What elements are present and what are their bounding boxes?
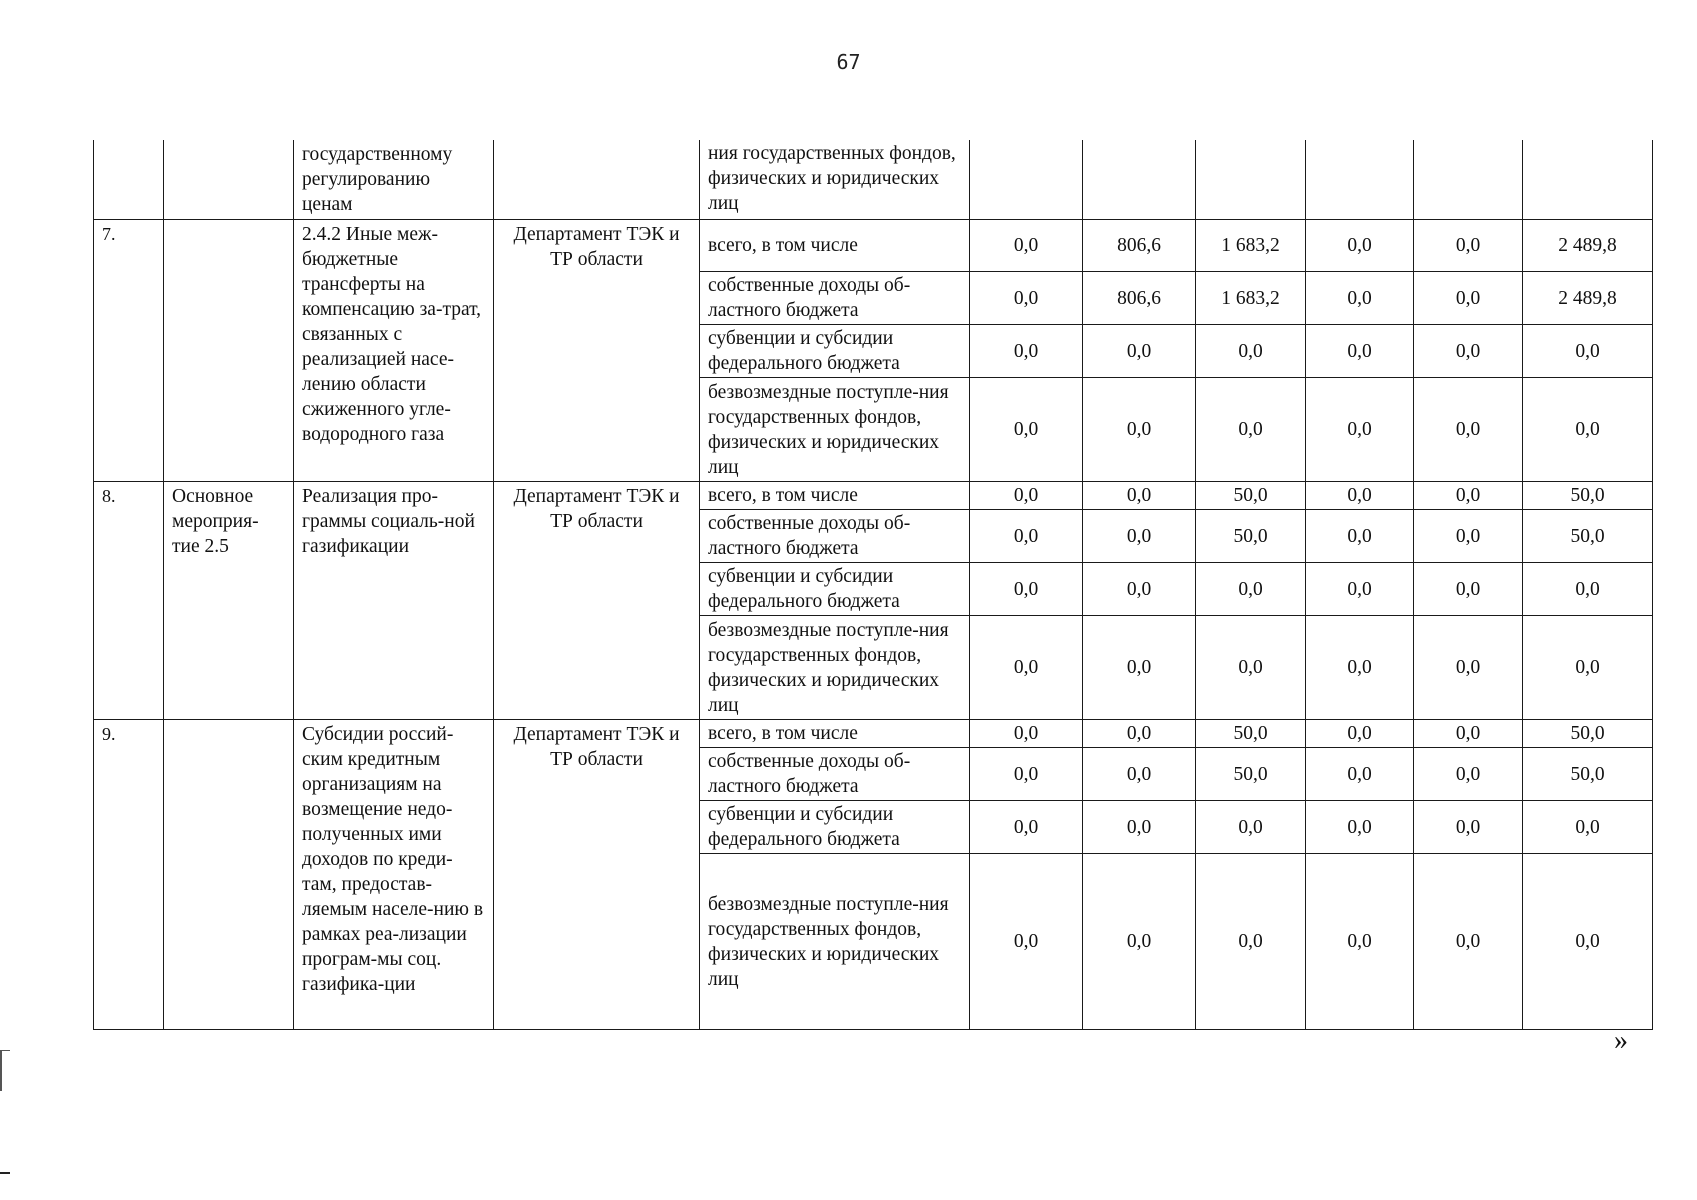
continuation-row	[94, 140, 1653, 220]
value-cell: 0,0	[1083, 510, 1196, 563]
program-row	[94, 720, 1653, 748]
value-cell: 0,0	[1196, 616, 1306, 720]
event-cell	[164, 720, 294, 1030]
value-cell: 0,0	[1083, 616, 1196, 720]
source-cell: всего, в том числе	[700, 482, 970, 510]
value-cell: 0,0	[1083, 720, 1196, 748]
value-cell: 0,0	[1414, 748, 1523, 801]
index-cell	[94, 140, 164, 220]
value-cell: 0,0	[1414, 272, 1523, 325]
value-cell: 0,0	[1523, 563, 1653, 616]
value-cell: 0,0	[1306, 510, 1414, 563]
activity-cell: государственному регулированию ценам	[294, 140, 494, 220]
source-cell: безвозмездные поступле-ния государственных фондов, физических и юридических лиц	[700, 616, 970, 720]
value-cell: 2 489,8	[1523, 272, 1653, 325]
value-cell: 1 683,2	[1196, 272, 1306, 325]
source-cell: собственные доходы об-ластного бюджета	[700, 272, 970, 325]
value-cell	[1306, 140, 1414, 220]
value-cell	[1196, 140, 1306, 220]
value-cell: 50,0	[1196, 510, 1306, 563]
value-cell: 0,0	[1523, 325, 1653, 378]
value-cell: 0,0	[1414, 854, 1523, 1030]
value-cell: 0,0	[1414, 720, 1523, 748]
value-cell: 50,0	[1196, 748, 1306, 801]
value-cell: 0,0	[1523, 378, 1653, 482]
value-cell: 0,0	[1306, 272, 1414, 325]
value-cell: 0,0	[1414, 325, 1523, 378]
value-cell: 0,0	[1083, 748, 1196, 801]
value-cell: 0,0	[1414, 563, 1523, 616]
value-cell: 1 683,2	[1196, 220, 1306, 272]
margin-mark	[0, 1050, 10, 1091]
closing-quote: »	[1614, 1025, 1628, 1056]
value-cell: 0,0	[1196, 563, 1306, 616]
value-cell: 0,0	[1523, 854, 1653, 1030]
value-cell: 0,0	[1083, 563, 1196, 616]
value-cell: 50,0	[1523, 748, 1653, 801]
value-cell: 0,0	[970, 720, 1083, 748]
source-cell: собственные доходы об-ластного бюджета	[700, 510, 970, 563]
index-cell: 7.	[94, 220, 164, 482]
value-cell	[970, 140, 1083, 220]
value-cell: 0,0	[970, 563, 1083, 616]
value-cell: 0,0	[1083, 801, 1196, 854]
source-cell: субвенции и субсидии федерального бюджета	[700, 325, 970, 378]
value-cell: 50,0	[1196, 482, 1306, 510]
value-cell: 50,0	[1523, 720, 1653, 748]
value-cell: 0,0	[1306, 563, 1414, 616]
page-number: 67	[836, 50, 861, 74]
department-cell: Департамент ТЭК и ТР области	[494, 220, 700, 482]
value-cell: 0,0	[1414, 220, 1523, 272]
activity-cell: Реализация про-граммы социаль-ной газификации	[294, 482, 494, 720]
value-cell: 0,0	[970, 220, 1083, 272]
department-cell	[494, 140, 700, 220]
source-cell: безвозмездные поступле-ния государственных фондов, физических и юридических лиц	[700, 378, 970, 482]
value-cell: 0,0	[970, 801, 1083, 854]
source-cell: всего, в том числе	[700, 720, 970, 748]
program-row	[94, 482, 1653, 510]
value-cell	[1414, 140, 1523, 220]
value-cell	[1083, 140, 1196, 220]
event-cell	[164, 220, 294, 482]
value-cell: 0,0	[1083, 378, 1196, 482]
value-cell	[1523, 140, 1653, 220]
value-cell: 0,0	[1196, 854, 1306, 1030]
value-cell: 50,0	[1196, 720, 1306, 748]
value-cell: 0,0	[1523, 616, 1653, 720]
value-cell: 0,0	[1306, 378, 1414, 482]
value-cell: 0,0	[1306, 854, 1414, 1030]
source-cell: собственные доходы об-ластного бюджета	[700, 748, 970, 801]
value-cell: 0,0	[1523, 801, 1653, 854]
value-cell: 0,0	[970, 378, 1083, 482]
value-cell: 0,0	[970, 854, 1083, 1030]
value-cell: 0,0	[1414, 482, 1523, 510]
event-cell: Основное мероприя-тие 2.5	[164, 482, 294, 720]
value-cell: 0,0	[1083, 854, 1196, 1030]
value-cell: 0,0	[970, 510, 1083, 563]
value-cell: 0,0	[1196, 378, 1306, 482]
value-cell: 0,0	[1083, 482, 1196, 510]
source-cell: субвенции и субсидии федерального бюджета	[700, 563, 970, 616]
index-cell: 8.	[94, 482, 164, 720]
margin-dash	[0, 1172, 10, 1174]
value-cell: 0,0	[970, 272, 1083, 325]
value-cell: 0,0	[1306, 801, 1414, 854]
value-cell: 0,0	[1414, 616, 1523, 720]
activity-cell: Субсидии россий-ским кредитным организациям на возмещение недо-полученных ими доходов по креди-там, предостав-ляемым населе-нию в рамках реа-лизации програм-мы соц. газифика-ции	[294, 720, 494, 1030]
value-cell: 0,0	[1306, 325, 1414, 378]
department-cell: Департамент ТЭК и ТР области	[494, 482, 700, 720]
value-cell: 0,0	[970, 482, 1083, 510]
index-cell: 9.	[94, 720, 164, 1030]
source-cell: субвенции и субсидии федерального бюджета	[700, 801, 970, 854]
source-cell: всего, в том числе	[700, 220, 970, 272]
event-cell	[164, 140, 294, 220]
department-cell: Департамент ТЭК и ТР области	[494, 720, 700, 1030]
value-cell: 0,0	[1306, 720, 1414, 748]
value-cell: 0,0	[1306, 220, 1414, 272]
program-row	[94, 220, 1653, 272]
value-cell: 50,0	[1523, 510, 1653, 563]
value-cell: 0,0	[1306, 748, 1414, 801]
value-cell: 806,6	[1083, 272, 1196, 325]
value-cell: 0,0	[1306, 482, 1414, 510]
budget-table	[93, 140, 1653, 1030]
value-cell: 0,0	[1306, 616, 1414, 720]
activity-cell: 2.4.2 Иные меж-бюджетные трансферты на компенсацию за-трат, связанных с реализацией насе-лению области сжиженного угле-водородного газа	[294, 220, 494, 482]
value-cell: 50,0	[1523, 482, 1653, 510]
value-cell: 0,0	[1414, 378, 1523, 482]
value-cell: 0,0	[970, 325, 1083, 378]
source-cell: безвозмездные поступле-ния государственных фондов, физических и юридических лиц	[700, 854, 970, 1030]
value-cell: 0,0	[1414, 510, 1523, 563]
value-cell: 806,6	[1083, 220, 1196, 272]
value-cell: 0,0	[1196, 325, 1306, 378]
value-cell: 2 489,8	[1523, 220, 1653, 272]
value-cell: 0,0	[1414, 801, 1523, 854]
value-cell: 0,0	[1196, 801, 1306, 854]
value-cell: 0,0	[1083, 325, 1196, 378]
source-cell: ния государственных фондов, физических и юридических лиц	[700, 140, 970, 220]
value-cell: 0,0	[970, 748, 1083, 801]
value-cell: 0,0	[970, 616, 1083, 720]
